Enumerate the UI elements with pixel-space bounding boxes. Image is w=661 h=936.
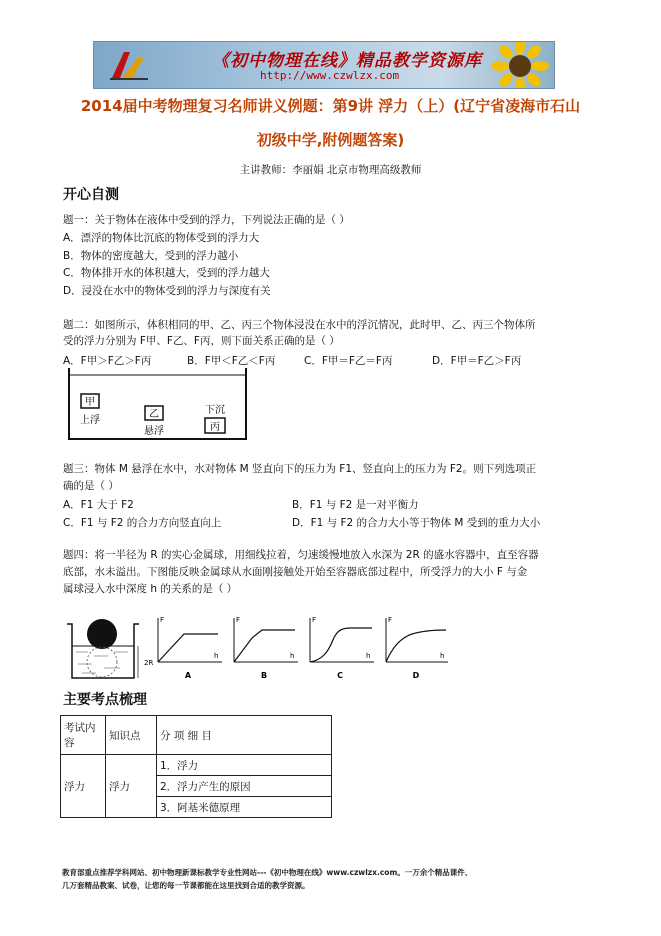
q4-graph-d [386, 616, 448, 680]
banner-url: http://www.czwlzx.com [260, 69, 400, 82]
q1-stem: 题一：关于物体在液体中受到的浮力，下列说法正确的是（ ） [63, 214, 350, 226]
table-row [61, 755, 332, 776]
q4-graph-d-axis-f: F [388, 616, 393, 624]
q4-graph-c-axis-f: F [312, 616, 317, 624]
q2-box-jia-label: 甲 [85, 397, 95, 408]
table-header-items: 分 项 细 目 [157, 716, 332, 755]
q1-option-a: A．漂浮的物体比沉底的物体受到的浮力大 [63, 232, 260, 244]
q2-container-figure [65, 366, 250, 442]
section-heading-key-points: 主要考点梳理 [63, 692, 147, 708]
table-cell-item: 3．阿基米德原理 [157, 797, 332, 818]
q4-graph-b-axis-f: F [236, 616, 241, 624]
q2-label-rising: 上浮 [80, 415, 100, 426]
q2-option-b: B．F甲＜F乙＜F丙 [187, 355, 276, 367]
q4-graph-d-axis-h: h [440, 652, 445, 660]
q4-graph-d-label: D [412, 671, 420, 680]
q3-option-d: D．F1 与 F2 的合力大小等于物体 M 受到的重力大小 [292, 517, 541, 529]
q4-metal-ball [87, 619, 117, 649]
teacher-info: 主讲教师：李丽娟 北京市物理高级教师 [239, 164, 422, 176]
table-cell-exam-content: 浮力 [61, 755, 106, 818]
page-footer [62, 866, 602, 892]
footer-line1: 教育部重点推荐学科网站、初中物理新课标教学专业性网站---《初中物理在线》www.czwlzx.com。一万余个精品课件、 [62, 868, 473, 877]
q1-option-d: D．浸没在水中的物体受到的浮力与深度有关 [63, 285, 271, 297]
table-cell-item: 2．浮力产生的原因 [157, 776, 332, 797]
q4-graphs [150, 612, 450, 682]
q4-stem-line3: 属球浸入水中深度 h 的关系的是（ ） [63, 583, 238, 595]
q2-stem-line1: 题二：如图所示，体积相同的甲、乙、丙三个物体浸没在水中的浮沉情况，此时甲、乙、丙三个物体所 [63, 319, 536, 331]
q2-option-d: D．F甲＝F乙＞F丙 [432, 355, 522, 367]
q2-box-bing-label: 丙 [210, 422, 220, 433]
q4-depth-label: 2R [144, 659, 154, 667]
q3-stem-line2: 确的是（ ） [63, 480, 119, 492]
q2-label-sinking: 下沉 [205, 405, 225, 416]
q4-graph-c-axis-h: h [366, 652, 371, 660]
q3-option-a: A．F1 大于 F2 [63, 499, 134, 511]
site-logo-icon [108, 48, 150, 82]
table-row [61, 716, 332, 755]
q2-box-yi-label: 乙 [149, 409, 159, 420]
q4-graph-c-label: C [337, 671, 343, 680]
page-title-line2: 初级中学,附例题答案) [256, 131, 405, 149]
table-header-knowledge-point: 知识点 [106, 716, 157, 755]
q3-option-b: B．F1 与 F2 是一对平衡力 [292, 499, 419, 511]
q4-graph-a-label: A [184, 671, 192, 680]
sunflower-icon [490, 41, 550, 89]
q3-stem-line1: 题三：物体 M 悬浮在水中，水对物体 M 竖直向下的压力为 F1、竖直向上的压力为 F2。则下列选项正 [63, 463, 537, 475]
q2-stem-line2: 受的浮力分别为 F甲、F乙、F丙，则下面关系正确的是（ ） [63, 335, 340, 347]
q4-graph-a-axis-h: h [214, 652, 219, 660]
footer-line2: 几万套精品教案、试卷，让您的每一节课都能在这里找到合适的教学资源。 [62, 881, 310, 890]
q2-option-a: A．F甲＞F乙＞F丙 [63, 355, 152, 367]
table-cell-knowledge-point: 浮力 [106, 755, 157, 818]
q4-graph-a [158, 616, 222, 680]
site-banner [93, 41, 555, 89]
key-points-table [60, 715, 332, 818]
section-heading-self-test: 开心自测 [63, 187, 119, 203]
q4-graph-b-axis-h: h [290, 652, 295, 660]
table-cell-item: 1．浮力 [157, 755, 332, 776]
q1-option-b: B．物体的密度越大，受到的浮力越小 [63, 250, 239, 262]
table-header-exam-content: 考试内容 [61, 716, 106, 755]
q4-graph-b [234, 616, 298, 680]
q4-stem-line2: 底部，水未溢出。下图能反映金属球从水面刚接触处开始至容器底部过程中，所受浮力的大小 F 与金 [63, 566, 528, 578]
q3-option-c: C．F1 与 F2 的合力方向竖直向上 [63, 517, 222, 529]
q4-graph-b-label: B [260, 671, 268, 680]
page-title-line1: 2014届中考物理复习名师讲义例题：第9讲 浮力（上）(辽宁省凌海市石山 [80, 97, 581, 115]
q4-stem-line1: 题四：将一半径为 R 的实心金属球，用细线拉着，匀速缓慢地放入水深为 2R 的盛水容器中，直至容器 [63, 549, 539, 561]
q4-graph-c [310, 616, 374, 680]
q2-label-suspended: 悬浮 [144, 426, 164, 437]
q4-container-figure [64, 610, 154, 682]
q4-graph-a-axis-f: F [160, 616, 165, 624]
q1-option-c: C．物体排开水的体积越大，受到的浮力越大 [63, 267, 270, 279]
q2-option-c: C．F甲＝F乙＝F丙 [304, 355, 393, 367]
banner-title: 《初中物理在线》精品教学资源库 [212, 51, 482, 71]
